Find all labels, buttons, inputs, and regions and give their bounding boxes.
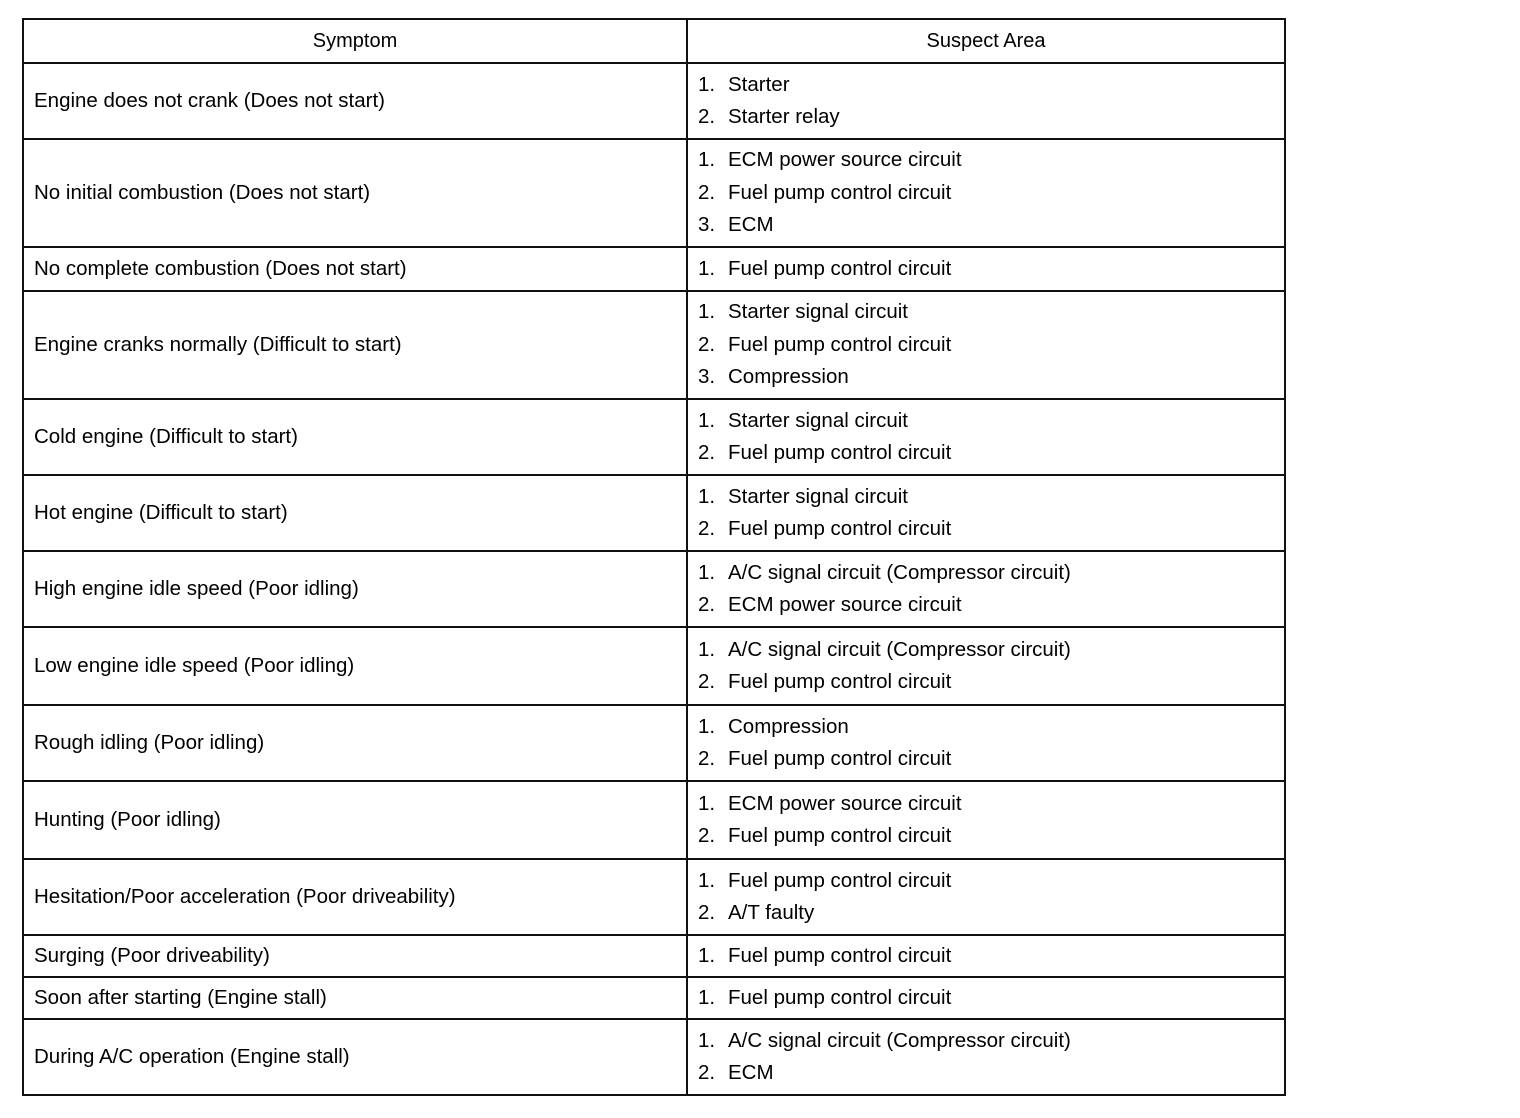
suspect-area-list <box>698 253 1284 286</box>
symptom-cell: No complete combustion (Does not start) <box>23 247 687 291</box>
item-number: 2. <box>698 824 716 847</box>
item-number: 1. <box>698 714 716 738</box>
item-text: Starter signal circuit <box>728 300 909 324</box>
item-number: 2. <box>698 105 716 128</box>
item-text: Fuel pump control circuit <box>728 441 952 464</box>
item-text: ECM <box>728 1061 774 1084</box>
table-row <box>23 139 1285 247</box>
item-number: 1. <box>698 985 716 1009</box>
item-number: 1. <box>698 256 716 280</box>
table-row <box>23 1019 1285 1095</box>
suspect-area-list <box>698 940 1284 973</box>
suspect-area-item <box>698 788 1284 821</box>
item-number: 2. <box>698 1061 716 1084</box>
item-number: 1. <box>698 943 716 967</box>
symptom-cell: Low engine idle speed (Poor idling) <box>23 627 687 705</box>
suspect-area-item <box>698 329 1284 362</box>
item-text: Starter relay <box>728 105 840 128</box>
item-number: 2. <box>698 593 716 616</box>
suspect-area-item <box>698 711 1284 744</box>
item-text: Fuel pump control circuit <box>728 332 952 356</box>
item-text: ECM power source circuit <box>728 791 962 815</box>
symptom-cell: Rough idling (Poor idling) <box>23 705 687 781</box>
item-number: 1. <box>698 637 716 661</box>
suspect-area-item <box>698 666 1284 699</box>
suspect-area-cell <box>687 399 1285 475</box>
symptom-cell: No initial combustion (Does not start) <box>23 139 687 247</box>
item-text: Fuel pump control circuit <box>728 985 952 1009</box>
suspect-area-item <box>698 296 1284 329</box>
item-text: Fuel pump control circuit <box>728 517 952 540</box>
suspect-area-item <box>698 361 1284 394</box>
table-row <box>23 551 1285 627</box>
symptom-cell: Hunting (Poor idling) <box>23 781 687 859</box>
suspect-area-cell <box>687 1019 1285 1095</box>
item-number: 1. <box>698 148 716 172</box>
table-row <box>23 475 1285 551</box>
symptom-cell: Hot engine (Difficult to start) <box>23 475 687 551</box>
suspect-area-list <box>698 69 1284 134</box>
item-number: 1. <box>698 791 716 815</box>
item-text: ECM power source circuit <box>728 148 962 172</box>
suspect-area-item <box>698 820 1284 853</box>
item-text: Starter signal circuit <box>728 408 909 432</box>
suspect-area-cell <box>687 139 1285 247</box>
item-number: 2. <box>698 441 716 464</box>
suspect-area-cell <box>687 627 1285 705</box>
symptom-cell: Soon after starting (Engine stall) <box>23 977 687 1019</box>
suspect-area-list <box>698 634 1284 699</box>
item-text: A/C signal circuit (Compressor circuit) <box>728 1028 1071 1052</box>
suspect-area-list <box>698 711 1284 776</box>
item-number: 3. <box>698 213 716 237</box>
symptom-cell: Engine does not crank (Does not start) <box>23 63 687 139</box>
suspect-area-cell <box>687 291 1285 399</box>
item-text: A/C signal circuit (Compressor circuit) <box>728 637 1071 661</box>
suspect-area-item <box>698 253 1284 286</box>
table-row <box>23 781 1285 859</box>
suspect-area-list <box>698 557 1284 622</box>
suspect-area-cell <box>687 705 1285 781</box>
symptom-column-header: Symptom <box>23 19 687 63</box>
item-text: Fuel pump control circuit <box>728 824 952 847</box>
item-number: 2. <box>698 670 716 693</box>
table-row <box>23 935 1285 977</box>
item-number: 1. <box>698 560 716 584</box>
table-row <box>23 63 1285 139</box>
suspect-area-list <box>698 865 1284 930</box>
suspect-area-list <box>698 405 1284 470</box>
suspect-area-list <box>698 144 1284 242</box>
suspect-area-cell <box>687 935 1285 977</box>
item-number: 1. <box>698 72 716 96</box>
symptom-cell: Cold engine (Difficult to start) <box>23 399 687 475</box>
suspect-area-cell <box>687 781 1285 859</box>
item-text: ECM power source circuit <box>728 593 962 616</box>
item-text: Starter signal circuit <box>728 484 909 508</box>
item-text: Compression <box>728 714 849 738</box>
symptom-table-container <box>22 18 1284 1096</box>
suspect-area-cell <box>687 551 1285 627</box>
item-text: A/T faulty <box>728 901 815 924</box>
suspect-area-item <box>698 513 1284 546</box>
table-row <box>23 399 1285 475</box>
symptom-cell: Hesitation/Poor acceleration (Poor driveability) <box>23 859 687 935</box>
item-text: ECM <box>728 213 774 237</box>
item-number: 3. <box>698 365 716 389</box>
item-number: 2. <box>698 901 716 924</box>
table-row <box>23 859 1285 935</box>
symptom-cell: During A/C operation (Engine stall) <box>23 1019 687 1095</box>
item-number: 1. <box>698 408 716 432</box>
suspect-area-item <box>698 405 1284 438</box>
suspect-area-item <box>698 437 1284 470</box>
table-body <box>23 63 1285 1095</box>
suspect-area-cell <box>687 859 1285 935</box>
table-row <box>23 247 1285 291</box>
symptom-cell: Engine cranks normally (Difficult to start) <box>23 291 687 399</box>
item-text: A/C signal circuit (Compressor circuit) <box>728 560 1071 584</box>
symptom-table <box>22 18 1286 1096</box>
suspect-area-item <box>698 982 1284 1015</box>
suspect-area-item <box>698 634 1284 667</box>
header-row <box>23 19 1285 63</box>
suspect-area-item <box>698 69 1284 102</box>
suspect-area-item <box>698 897 1284 930</box>
item-text: Fuel pump control circuit <box>728 943 952 967</box>
suspect-area-column-header: Suspect Area <box>687 19 1285 63</box>
symptom-cell: Surging (Poor driveability) <box>23 935 687 977</box>
item-number: 1. <box>698 484 716 508</box>
table-row <box>23 977 1285 1019</box>
item-text: Fuel pump control circuit <box>728 747 952 770</box>
suspect-area-item <box>698 144 1284 177</box>
suspect-area-list <box>698 1025 1284 1090</box>
suspect-area-item <box>698 940 1284 973</box>
suspect-area-list <box>698 481 1284 546</box>
symptom-cell: High engine idle speed (Poor idling) <box>23 551 687 627</box>
suspect-area-item <box>698 557 1284 590</box>
suspect-area-list <box>698 296 1284 394</box>
item-number: 1. <box>698 300 716 324</box>
table-row <box>23 627 1285 705</box>
item-number: 2. <box>698 180 716 204</box>
item-text: Fuel pump control circuit <box>728 670 952 693</box>
item-text: Fuel pump control circuit <box>728 256 952 280</box>
suspect-area-item <box>698 101 1284 134</box>
suspect-area-item <box>698 1057 1284 1090</box>
item-text: Fuel pump control circuit <box>728 868 952 892</box>
item-number: 1. <box>698 868 716 892</box>
suspect-area-list <box>698 788 1284 853</box>
item-text: Starter <box>728 72 790 96</box>
item-number: 1. <box>698 1028 716 1052</box>
item-number: 2. <box>698 517 716 540</box>
suspect-area-item <box>698 589 1284 622</box>
item-number: 2. <box>698 332 716 356</box>
suspect-area-cell <box>687 63 1285 139</box>
item-number: 2. <box>698 747 716 770</box>
suspect-area-list <box>698 982 1284 1015</box>
table-row <box>23 291 1285 399</box>
table-row <box>23 705 1285 781</box>
suspect-area-item <box>698 743 1284 776</box>
suspect-area-item <box>698 177 1284 210</box>
suspect-area-item <box>698 1025 1284 1058</box>
suspect-area-cell <box>687 247 1285 291</box>
item-text: Fuel pump control circuit <box>728 180 952 204</box>
suspect-area-cell <box>687 475 1285 551</box>
item-text: Compression <box>728 365 849 389</box>
suspect-area-item <box>698 865 1284 898</box>
suspect-area-item <box>698 481 1284 514</box>
suspect-area-item <box>698 209 1284 242</box>
suspect-area-cell <box>687 977 1285 1019</box>
